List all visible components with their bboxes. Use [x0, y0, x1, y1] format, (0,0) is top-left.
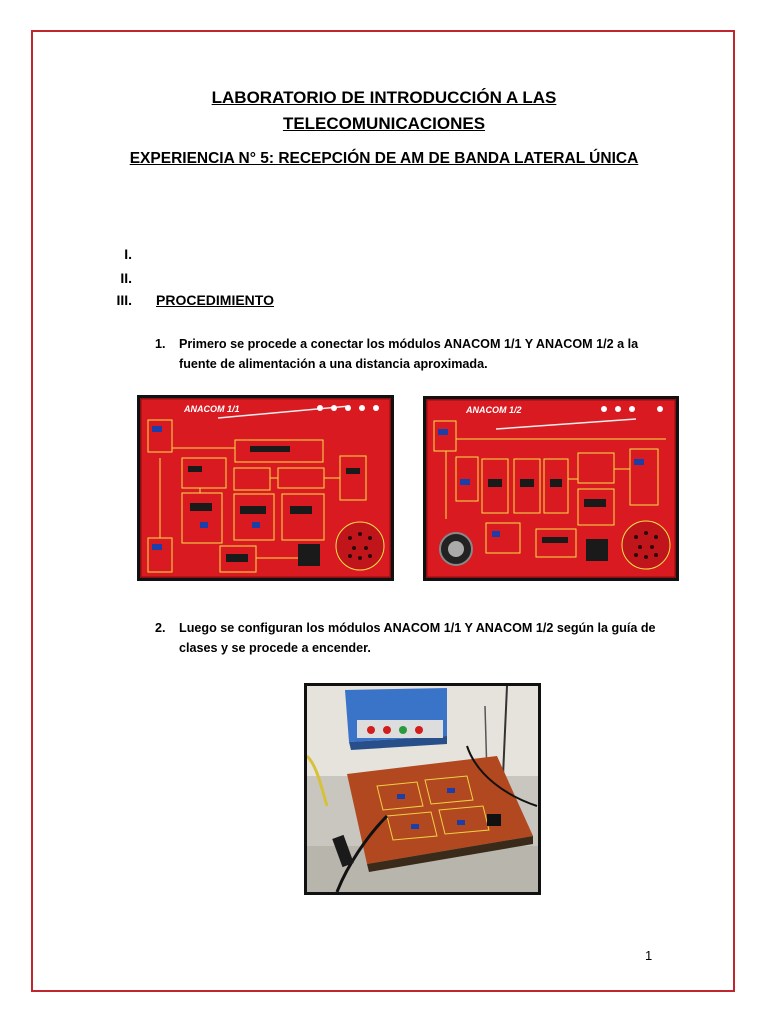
document-title-line1: LABORATORIO DE INTRODUCCIÓN A LAS [211, 88, 557, 107]
page-number: 1 [645, 948, 653, 963]
board-label: ANACOM 1/2 [466, 405, 522, 415]
anacom-1-2-board-photo [423, 396, 679, 581]
step-number: 1. [155, 337, 166, 351]
section-heading-procedimiento: PROCEDIMIENTO [156, 292, 274, 308]
document-title-line2: TELECOMUNICACIONES [282, 114, 486, 133]
step-text: Primero se procede a conectar los módulos ANACOM 1/1 Y ANACOM 1/2 a la fuente de alimentación a una distancia aproximada. [179, 337, 639, 371]
document-subtitle: EXPERIENCIA N° 5: RECEPCIÓN DE AM DE BANDA LATERAL ÚNICA [129, 150, 639, 167]
board-label: ANACOM 1/1 [184, 404, 240, 414]
section-numeral-3: III. [116, 292, 132, 308]
section-numeral-2: II. [120, 270, 132, 286]
step-text: Luego se configuran los módulos ANACOM 1/1 Y ANACOM 1/2 según la guía de clases y se procede a encender. [179, 621, 656, 655]
lab-setup-photo [304, 683, 541, 895]
anacom-1-1-board-photo [137, 395, 394, 581]
step-number: 2. [155, 621, 166, 635]
section-numeral-1: I. [124, 246, 132, 262]
